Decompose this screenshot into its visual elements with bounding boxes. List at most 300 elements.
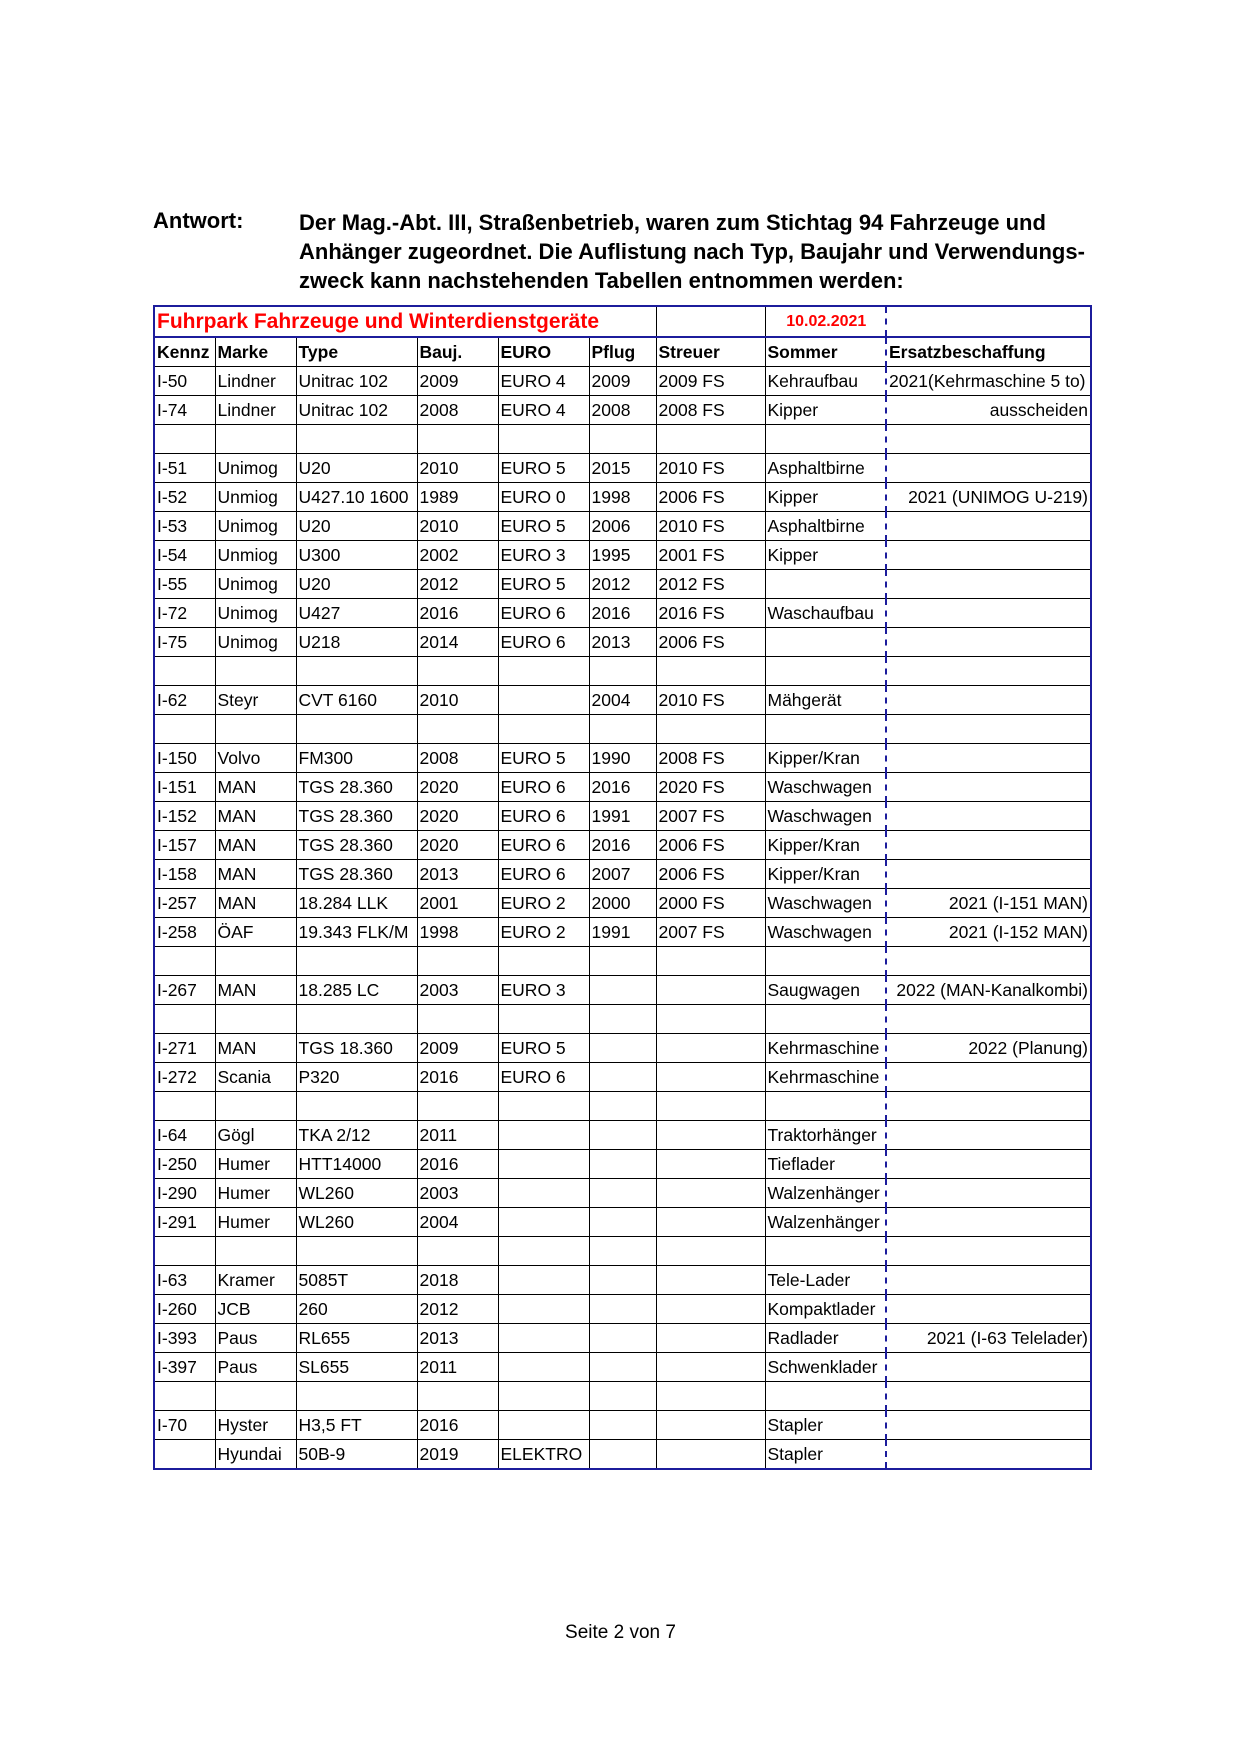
cell-euro: EURO 6	[498, 628, 589, 657]
cell-marke: Lindner	[215, 367, 296, 396]
cell-sommer: Kipper	[765, 483, 886, 512]
cell-marke: JCB	[215, 1295, 296, 1324]
cell-kennz: I-72	[154, 599, 215, 628]
answer-label: Antwort:	[153, 208, 244, 233]
cell-baujahr: 2009	[417, 1034, 498, 1063]
cell-streuer	[656, 1063, 765, 1092]
cell-sommer: Kipper/Kran	[765, 860, 886, 889]
cell-streuer: 2006 FS	[656, 628, 765, 657]
cell-streuer	[656, 947, 765, 976]
cell-euro: EURO 2	[498, 918, 589, 947]
cell-marke: Unimog	[215, 512, 296, 541]
table-row	[154, 599, 1091, 628]
header-row	[154, 337, 1091, 367]
cell-marke	[215, 1382, 296, 1411]
cell-kennz: I-152	[154, 802, 215, 831]
header-sommer: Sommer	[765, 337, 886, 367]
cell-euro: EURO 2	[498, 889, 589, 918]
cell-euro: EURO 6	[498, 802, 589, 831]
cell-baujahr: 2003	[417, 1179, 498, 1208]
cell-euro	[498, 1150, 589, 1179]
cell-kennz: I-250	[154, 1150, 215, 1179]
cell-kennz: I-75	[154, 628, 215, 657]
cell-streuer: 2010 FS	[656, 454, 765, 483]
cell-kennz: I-70	[154, 1411, 215, 1440]
cell-type: 260	[296, 1295, 417, 1324]
cell-sommer: Waschwagen	[765, 918, 886, 947]
cell-pflug	[589, 1440, 656, 1470]
cell-type: Unitrac 102	[296, 367, 417, 396]
cell-ersatzbeschaffung	[886, 628, 1091, 657]
cell-streuer	[656, 1266, 765, 1295]
cell-euro: EURO 3	[498, 541, 589, 570]
cell-baujahr: 2019	[417, 1440, 498, 1470]
cell-type	[296, 425, 417, 454]
cell-kennz	[154, 1005, 215, 1034]
table-row	[154, 657, 1091, 686]
cell-ersatzbeschaffung	[886, 599, 1091, 628]
cell-pflug	[589, 1208, 656, 1237]
cell-euro: EURO 5	[498, 570, 589, 599]
header-type: Type	[296, 337, 417, 367]
cell-streuer: 2010 FS	[656, 512, 765, 541]
cell-marke	[215, 1005, 296, 1034]
cell-streuer	[656, 1440, 765, 1470]
cell-streuer	[656, 1121, 765, 1150]
cell-ersatzbeschaffung	[886, 715, 1091, 744]
cell-marke	[215, 947, 296, 976]
cell-baujahr: 2010	[417, 512, 498, 541]
cell-type: WL260	[296, 1208, 417, 1237]
cell-kennz: I-50	[154, 367, 215, 396]
cell-sommer	[765, 1382, 886, 1411]
cell-ersatzbeschaffung	[886, 512, 1091, 541]
cell-pflug: 2006	[589, 512, 656, 541]
cell-ersatzbeschaffung	[886, 1353, 1091, 1382]
cell-pflug: 1991	[589, 802, 656, 831]
cell-ersatzbeschaffung	[886, 570, 1091, 599]
header-ersatzbeschaffung: Ersatzbeschaffung	[886, 337, 1091, 367]
cell-euro	[498, 1092, 589, 1121]
cell-sommer: Stapler	[765, 1440, 886, 1470]
cell-marke: MAN	[215, 831, 296, 860]
table-row	[154, 773, 1091, 802]
cell-baujahr: 2020	[417, 831, 498, 860]
cell-pflug: 2016	[589, 831, 656, 860]
cell-pflug	[589, 1092, 656, 1121]
cell-type: 50B-9	[296, 1440, 417, 1470]
cell-euro	[498, 1208, 589, 1237]
table-row	[154, 1440, 1091, 1470]
cell-marke: ÖAF	[215, 918, 296, 947]
header-baujahr: Bauj.	[417, 337, 498, 367]
cell-euro	[498, 1121, 589, 1150]
cell-type	[296, 1237, 417, 1266]
cell-baujahr: 2020	[417, 773, 498, 802]
answer-text: Der Mag.-Abt. III, Straßenbetrieb, waren zum Stichtag 94 Fahrzeuge und Anhänger zugeordnet. Die Auflistung nach Typ, Baujahr und Verwendungszweck kann nachstehenden Tabellen entnommen werden:	[299, 210, 1085, 293]
cell-baujahr	[417, 1092, 498, 1121]
cell-ersatzbeschaffung	[886, 1179, 1091, 1208]
cell-streuer	[656, 1208, 765, 1237]
cell-euro: EURO 6	[498, 773, 589, 802]
cell-marke: Unimog	[215, 454, 296, 483]
cell-marke	[215, 657, 296, 686]
table-row	[154, 454, 1091, 483]
cell-pflug	[589, 976, 656, 1005]
cell-kennz	[154, 1440, 215, 1470]
cell-baujahr: 2016	[417, 599, 498, 628]
cell-streuer	[656, 1324, 765, 1353]
table-row	[154, 889, 1091, 918]
table-row	[154, 1208, 1091, 1237]
cell-ersatzbeschaffung	[886, 1150, 1091, 1179]
cell-sommer	[765, 1237, 886, 1266]
cell-streuer: 2016 FS	[656, 599, 765, 628]
cell-sommer	[765, 1005, 886, 1034]
cell-euro: EURO 5	[498, 1034, 589, 1063]
cell-streuer	[656, 1092, 765, 1121]
cell-type: U300	[296, 541, 417, 570]
cell-sommer: Kehrmaschine	[765, 1034, 886, 1063]
cell-streuer: 2010 FS	[656, 686, 765, 715]
table-row	[154, 1295, 1091, 1324]
cell-pflug	[589, 1150, 656, 1179]
cell-kennz: I-54	[154, 541, 215, 570]
cell-sommer: Waschwagen	[765, 889, 886, 918]
cell-euro: EURO 6	[498, 599, 589, 628]
cell-baujahr: 2016	[417, 1063, 498, 1092]
cell-euro: EURO 5	[498, 454, 589, 483]
cell-kennz: I-158	[154, 860, 215, 889]
cell-sommer: Kipper	[765, 396, 886, 425]
cell-kennz: I-397	[154, 1353, 215, 1382]
cell-kennz: I-258	[154, 918, 215, 947]
cell-streuer	[656, 1237, 765, 1266]
cell-marke: MAN	[215, 802, 296, 831]
cell-marke	[215, 425, 296, 454]
cell-sommer: Kehrmaschine	[765, 1063, 886, 1092]
cell-kennz: I-55	[154, 570, 215, 599]
cell-pflug	[589, 1121, 656, 1150]
cell-marke	[215, 1092, 296, 1121]
cell-sommer: Waschaufbau	[765, 599, 886, 628]
cell-sommer	[765, 1092, 886, 1121]
cell-pflug	[589, 947, 656, 976]
cell-euro	[498, 657, 589, 686]
cell-streuer: 2007 FS	[656, 918, 765, 947]
cell-marke: Volvo	[215, 744, 296, 773]
cell-sommer	[765, 628, 886, 657]
cell-ersatzbeschaffung	[886, 860, 1091, 889]
cell-type: U20	[296, 570, 417, 599]
cell-sommer: Kompaktlader	[765, 1295, 886, 1324]
cell-marke: MAN	[215, 889, 296, 918]
cell-type: TKA 2/12	[296, 1121, 417, 1150]
cell-euro	[498, 947, 589, 976]
cell-streuer: 2006 FS	[656, 483, 765, 512]
cell-kennz: I-151	[154, 773, 215, 802]
cell-euro: EURO 4	[498, 396, 589, 425]
header-kennz: Kennz	[154, 337, 215, 367]
cell-ersatzbeschaffung: 2021 (I-151 MAN)	[886, 889, 1091, 918]
cell-kennz: I-291	[154, 1208, 215, 1237]
cell-sommer: Asphaltbirne	[765, 454, 886, 483]
cell-sommer	[765, 425, 886, 454]
cell-kennz: I-260	[154, 1295, 215, 1324]
cell-baujahr: 2012	[417, 1295, 498, 1324]
cell-kennz: I-393	[154, 1324, 215, 1353]
cell-baujahr	[417, 1005, 498, 1034]
cell-streuer: 2008 FS	[656, 396, 765, 425]
cell-marke	[215, 1237, 296, 1266]
cell-ersatzbeschaffung	[886, 686, 1091, 715]
cell-kennz: I-74	[154, 396, 215, 425]
cell-pflug: 1991	[589, 918, 656, 947]
cell-baujahr: 2013	[417, 1324, 498, 1353]
cell-kennz	[154, 1092, 215, 1121]
cell-type: 19.343 FLK/M	[296, 918, 417, 947]
cell-kennz	[154, 1237, 215, 1266]
cell-ersatzbeschaffung	[886, 773, 1091, 802]
cell-sommer	[765, 657, 886, 686]
cell-type: P320	[296, 1063, 417, 1092]
cell-streuer	[656, 1353, 765, 1382]
cell-baujahr: 2010	[417, 454, 498, 483]
cell-sommer: Schwenklader	[765, 1353, 886, 1382]
cell-marke	[215, 715, 296, 744]
title-spacer	[886, 306, 1091, 337]
cell-euro: EURO 5	[498, 744, 589, 773]
cell-marke: Unimog	[215, 599, 296, 628]
cell-pflug	[589, 1295, 656, 1324]
table-row	[154, 1382, 1091, 1411]
cell-pflug: 2009	[589, 367, 656, 396]
cell-marke: MAN	[215, 773, 296, 802]
cell-type	[296, 1005, 417, 1034]
cell-ersatzbeschaffung: 2022 (MAN-Kanalkombi)	[886, 976, 1091, 1005]
cell-ersatzbeschaffung	[886, 947, 1091, 976]
cell-baujahr: 2008	[417, 744, 498, 773]
cell-streuer: 2000 FS	[656, 889, 765, 918]
cell-pflug: 2016	[589, 599, 656, 628]
table-row	[154, 1179, 1091, 1208]
table-row	[154, 1324, 1091, 1353]
cell-kennz: I-290	[154, 1179, 215, 1208]
cell-marke: Humer	[215, 1150, 296, 1179]
cell-baujahr: 1998	[417, 918, 498, 947]
table-row	[154, 570, 1091, 599]
cell-streuer	[656, 1005, 765, 1034]
table-title: Fuhrpark Fahrzeuge und Winterdienstgeräte	[154, 306, 656, 337]
cell-streuer: 2007 FS	[656, 802, 765, 831]
cell-euro: EURO 6	[498, 1063, 589, 1092]
cell-type: Unitrac 102	[296, 396, 417, 425]
cell-ersatzbeschaffung	[886, 1121, 1091, 1150]
cell-euro	[498, 425, 589, 454]
cell-sommer	[765, 570, 886, 599]
cell-baujahr	[417, 947, 498, 976]
cell-sommer: Tieflader	[765, 1150, 886, 1179]
cell-marke: Scania	[215, 1063, 296, 1092]
cell-pflug: 1995	[589, 541, 656, 570]
table-row	[154, 686, 1091, 715]
cell-euro: ELEKTRO	[498, 1440, 589, 1470]
table-row	[154, 396, 1091, 425]
cell-type: HTT14000	[296, 1150, 417, 1179]
cell-sommer: Mähgerät	[765, 686, 886, 715]
cell-type: 18.285 LC	[296, 976, 417, 1005]
cell-euro: EURO 4	[498, 367, 589, 396]
cell-streuer	[656, 1411, 765, 1440]
cell-marke: Steyr	[215, 686, 296, 715]
cell-euro	[498, 1005, 589, 1034]
cell-type	[296, 1382, 417, 1411]
cell-streuer	[656, 1034, 765, 1063]
cell-ersatzbeschaffung	[886, 1208, 1091, 1237]
table-row	[154, 1150, 1091, 1179]
cell-ersatzbeschaffung	[886, 831, 1091, 860]
cell-kennz: I-257	[154, 889, 215, 918]
cell-type	[296, 947, 417, 976]
cell-baujahr	[417, 657, 498, 686]
table-row	[154, 802, 1091, 831]
table-row	[154, 1266, 1091, 1295]
table-date: 10.02.2021	[765, 306, 886, 337]
cell-ersatzbeschaffung	[886, 1237, 1091, 1266]
page-footer: Seite 2 von 7	[565, 1622, 676, 1643]
cell-streuer: 2008 FS	[656, 744, 765, 773]
cell-type: CVT 6160	[296, 686, 417, 715]
cell-sommer: Walzenhänger	[765, 1208, 886, 1237]
table-row	[154, 831, 1091, 860]
cell-ersatzbeschaffung	[886, 1382, 1091, 1411]
cell-euro	[498, 1382, 589, 1411]
cell-pflug	[589, 1266, 656, 1295]
cell-streuer	[656, 425, 765, 454]
cell-ersatzbeschaffung: 2021 (I-152 MAN)	[886, 918, 1091, 947]
cell-sommer: Waschwagen	[765, 802, 886, 831]
cell-pflug: 1990	[589, 744, 656, 773]
cell-streuer: 2012 FS	[656, 570, 765, 599]
cell-euro: EURO 6	[498, 860, 589, 889]
cell-baujahr: 2016	[417, 1411, 498, 1440]
cell-pflug	[589, 1382, 656, 1411]
cell-type	[296, 715, 417, 744]
cell-type: TGS 18.360	[296, 1034, 417, 1063]
header-pflug: Pflug	[589, 337, 656, 367]
cell-baujahr	[417, 1382, 498, 1411]
cell-sommer: Waschwagen	[765, 773, 886, 802]
table-row	[154, 744, 1091, 773]
cell-pflug	[589, 1063, 656, 1092]
cell-baujahr: 2016	[417, 1150, 498, 1179]
table-row	[154, 1005, 1091, 1034]
cell-marke: Unimog	[215, 570, 296, 599]
cell-pflug: 2007	[589, 860, 656, 889]
cell-euro: EURO 0	[498, 483, 589, 512]
cell-baujahr: 2018	[417, 1266, 498, 1295]
cell-kennz	[154, 425, 215, 454]
cell-baujahr: 2014	[417, 628, 498, 657]
table-row	[154, 715, 1091, 744]
cell-streuer: 2020 FS	[656, 773, 765, 802]
header-streuer: Streuer	[656, 337, 765, 367]
cell-streuer	[656, 1150, 765, 1179]
cell-sommer: Saugwagen	[765, 976, 886, 1005]
cell-baujahr	[417, 1237, 498, 1266]
cell-ersatzbeschaffung	[886, 802, 1091, 831]
cell-sommer: Kipper/Kran	[765, 831, 886, 860]
cell-euro	[498, 1237, 589, 1266]
cell-type: SL655	[296, 1353, 417, 1382]
table-body	[154, 367, 1091, 1470]
cell-streuer	[656, 1295, 765, 1324]
cell-marke: MAN	[215, 860, 296, 889]
cell-sommer	[765, 715, 886, 744]
cell-kennz: I-63	[154, 1266, 215, 1295]
cell-type: TGS 28.360	[296, 802, 417, 831]
cell-baujahr	[417, 425, 498, 454]
cell-ersatzbeschaffung: 2022 (Planung)	[886, 1034, 1091, 1063]
cell-ersatzbeschaffung	[886, 1411, 1091, 1440]
cell-baujahr: 2020	[417, 802, 498, 831]
cell-type: TGS 28.360	[296, 773, 417, 802]
cell-streuer: 2001 FS	[656, 541, 765, 570]
cell-streuer: 2006 FS	[656, 831, 765, 860]
cell-ersatzbeschaffung	[886, 1092, 1091, 1121]
table-row	[154, 628, 1091, 657]
cell-type	[296, 657, 417, 686]
cell-baujahr: 2013	[417, 860, 498, 889]
table-row	[154, 541, 1091, 570]
cell-sommer: Stapler	[765, 1411, 886, 1440]
cell-euro	[498, 1411, 589, 1440]
cell-kennz: I-150	[154, 744, 215, 773]
cell-pflug: 2012	[589, 570, 656, 599]
cell-kennz: I-64	[154, 1121, 215, 1150]
header-marke: Marke	[215, 337, 296, 367]
cell-kennz: I-271	[154, 1034, 215, 1063]
cell-baujahr: 2010	[417, 686, 498, 715]
cell-ersatzbeschaffung	[886, 425, 1091, 454]
cell-pflug: 2008	[589, 396, 656, 425]
cell-marke: Lindner	[215, 396, 296, 425]
cell-type: H3,5 FT	[296, 1411, 417, 1440]
cell-streuer	[656, 657, 765, 686]
cell-baujahr: 2008	[417, 396, 498, 425]
cell-pflug	[589, 425, 656, 454]
cell-kennz: I-51	[154, 454, 215, 483]
cell-pflug: 2016	[589, 773, 656, 802]
cell-euro: EURO 3	[498, 976, 589, 1005]
cell-sommer	[765, 947, 886, 976]
cell-baujahr: 2011	[417, 1121, 498, 1150]
cell-kennz: I-62	[154, 686, 215, 715]
cell-ersatzbeschaffung	[886, 454, 1091, 483]
cell-kennz	[154, 947, 215, 976]
cell-marke: Paus	[215, 1353, 296, 1382]
cell-marke: Kramer	[215, 1266, 296, 1295]
cell-euro	[498, 1353, 589, 1382]
cell-sommer: Radlader	[765, 1324, 886, 1353]
table-row	[154, 1034, 1091, 1063]
table-row	[154, 1121, 1091, 1150]
cell-euro	[498, 1324, 589, 1353]
cell-pflug	[589, 1034, 656, 1063]
cell-baujahr: 2002	[417, 541, 498, 570]
cell-pflug	[589, 1179, 656, 1208]
cell-baujahr: 2009	[417, 367, 498, 396]
